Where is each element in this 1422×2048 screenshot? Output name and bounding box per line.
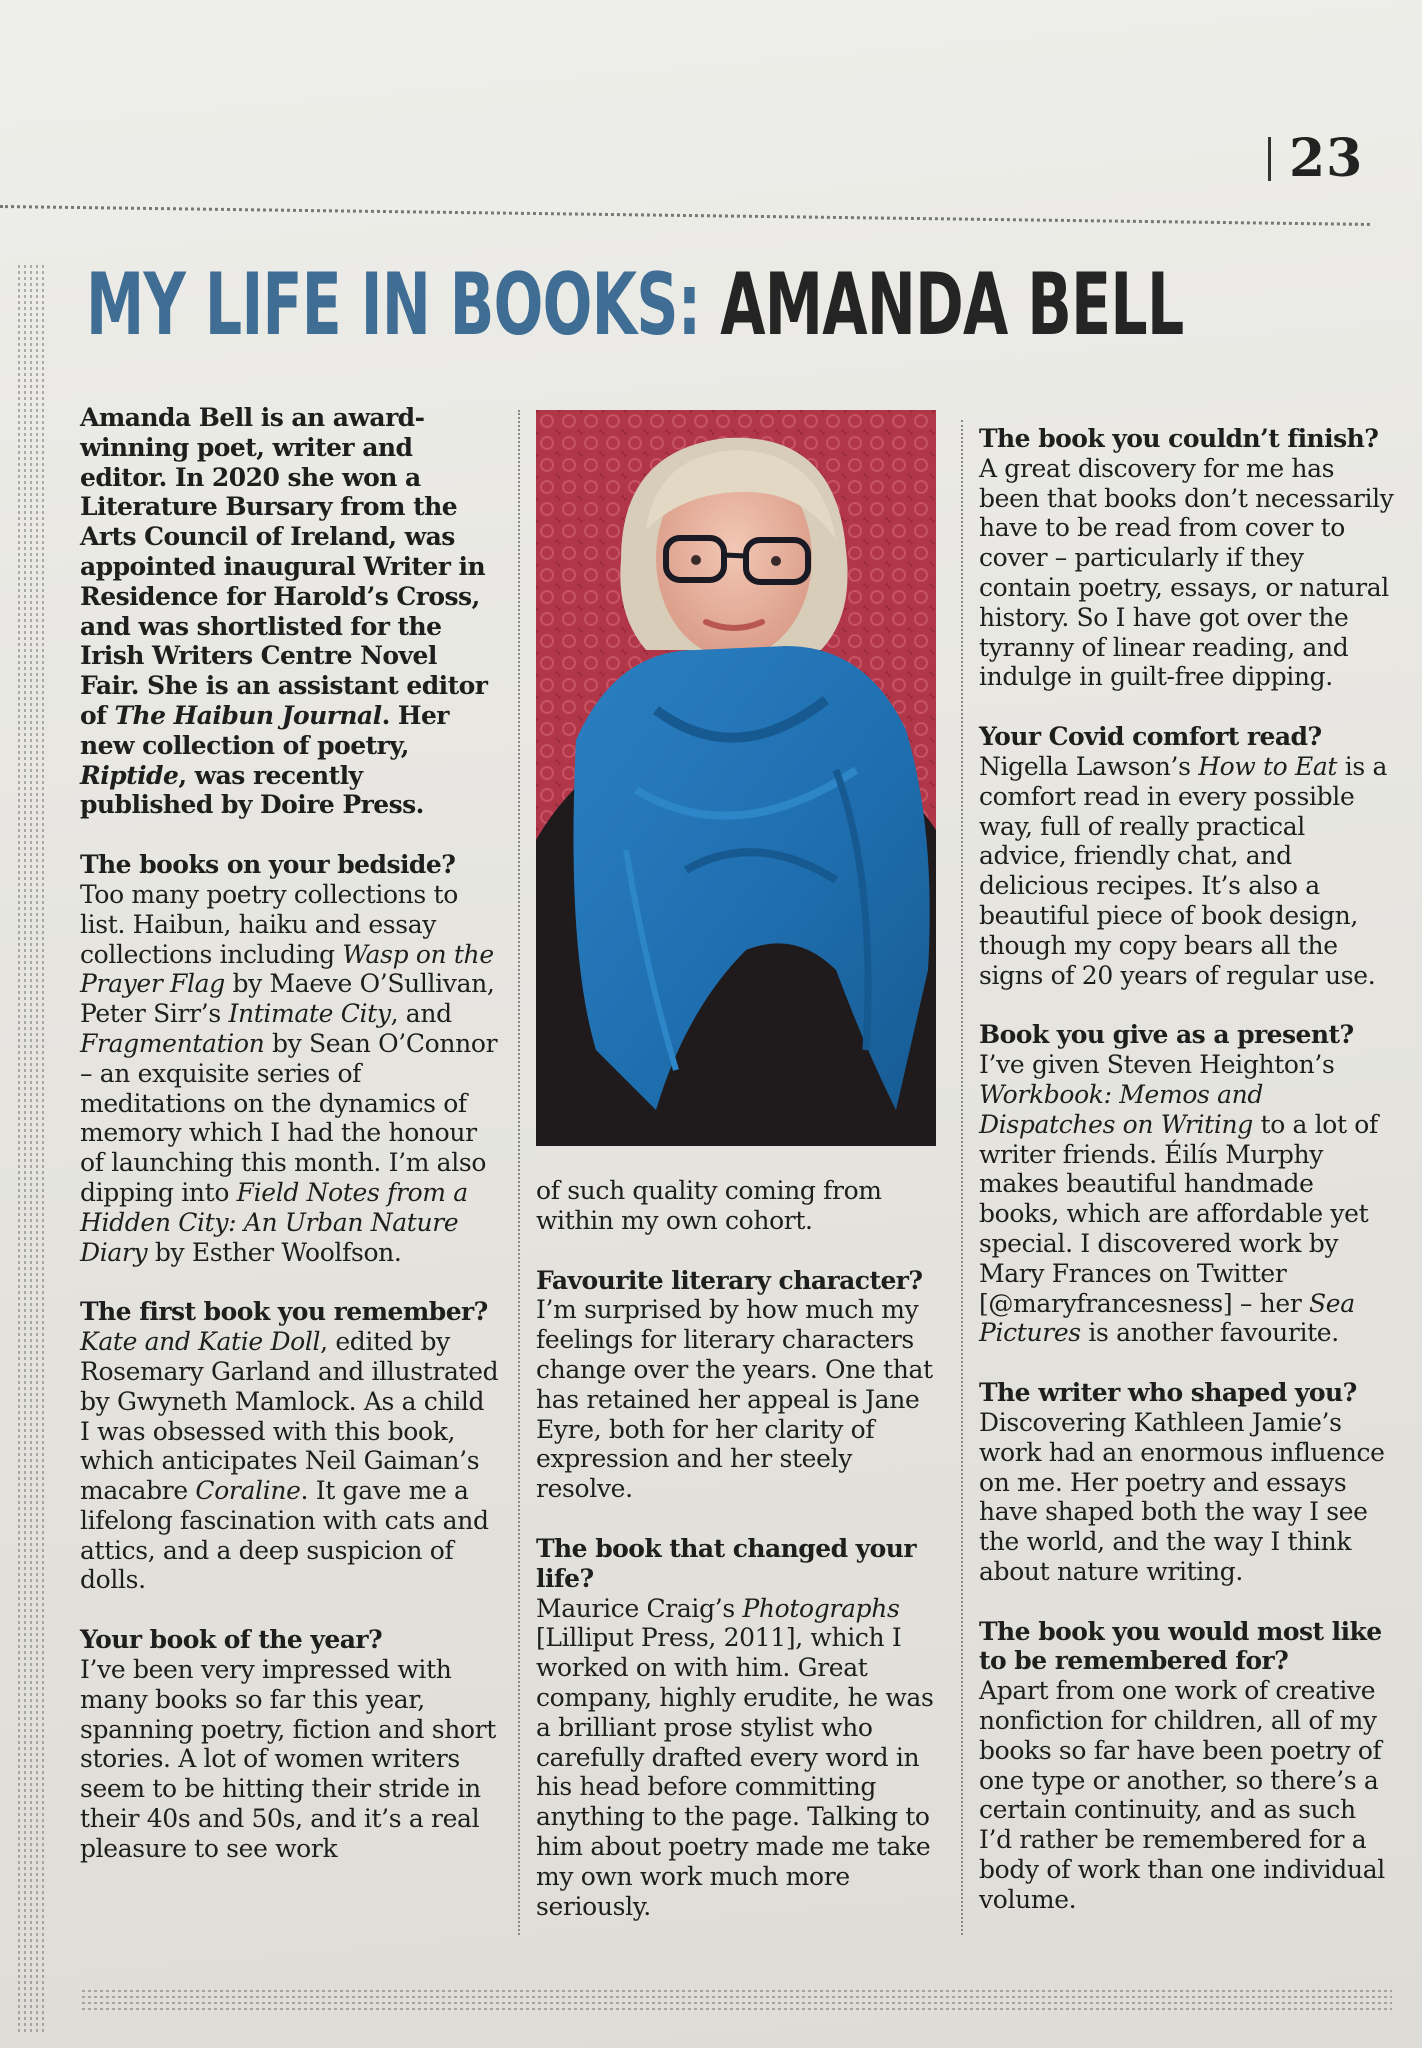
author-bio: Amanda Bell is an award-winning poet, writer and editor. In 2020 she won a Literature Bursary from the Arts Council of Ireland, was appointed inaugural Writer in Residence for Harold’s Cross, and was shortlisted for the Irish Writers Centre Novel Fair. She is an assistant editor of The Haibun Journal. Her new collection of poetry, Riptide, was recently published by Doire Press. [80,403,488,820]
column-1 [80,403,500,1894]
section-covid-read [979,722,1394,990]
question-shaped-you: The writer who shaped you? [979,1378,1357,1408]
left-dotted-margin [18,262,48,2032]
section-shaped-you [979,1378,1394,1587]
page-number-divider [1268,137,1271,181]
question-couldnt-finish: The book you couldn’t finish? [979,424,1379,453]
answer-present: I’ve given Steven Heighton’s Workbook: Memos and Dispatches on Writing to a lot of writer friends. Éilís Murphy makes beautiful handmade books, which are affordable yet special. I discovered work by Mary Frances on Twitter [@maryfrancesness] – her Sea Pictures is another favourite. [979,1050,1378,1348]
author-photo [536,410,936,1146]
top-dotted-rule [0,205,1370,226]
column-2 [536,1176,936,1951]
question-book-of-year: Your book of the year? [80,1625,383,1655]
question-literary-character: Favourite literary character? [536,1265,923,1295]
column-divider-1 [518,410,520,1935]
answer-shaped-you: Discovering Kathleen Jamie’s work had an enormous influence on me. Her poetry and essays have shaped both the way I see the world, and the way I think about nature writing. [979,1407,1385,1586]
question-remembered-for: The book you would most like to be remembered for? [979,1616,1382,1676]
section-bedside [80,850,500,1267]
question-present: Book you give as a present? [979,1020,1354,1050]
section-book-of-year [80,1625,500,1863]
column-divider-2 [961,420,963,1935]
portrait-photo-icon [536,410,936,1146]
question-first-book: The first book you remember? [80,1297,488,1327]
page-number-block [1268,128,1363,189]
section-couldnt-finish [979,424,1394,692]
answer-covid-read: Nigella Lawson’s How to Eat is a comfort read in every possible way, full of really practical advice, friendly chat, and delicious recipes. It’s also a beautiful piece of book design, though my copy bears all the signs of 20 years of regular use. [979,751,1388,990]
answer-changed-life: Maurice Craig’s Photographs [Lilliput Press, 2011], which I worked on with him. Great company, highly erudite, he was a brilliant prose stylist who carefully drafted every word in his head before committing anything to the page. Talking to him about poetry made me take my own work much more seriously. [536,1593,934,1921]
bottom-dotted-rule [82,1986,1392,2010]
column-3 [979,424,1394,1945]
section-remembered-for [979,1617,1394,1915]
section-literary-character [536,1266,936,1504]
answer-first-book: Kate and Katie Doll, edited by Rosemary Garland and illustrated by Gwyneth Mamlock. As a child I was obsessed with this book, which anticipates Neil Gaiman’s macabre Coraline. It gave me a lifelong fascination with cats and attics, and a deep suspicion of dolls. [80,1327,499,1595]
question-covid-read: Your Covid comfort read? [979,722,1322,752]
answer-bedside: Too many poetry collections to list. Haibun, haiku and essay collections including Wasp on the Prayer Flag by Maeve O’Sullivan, Peter Sirr’s Intimate City, and Fragmentation by Sean O’Connor – an exquisite series of meditations on the dynamics of memory which I had the honour of launching this month. I’m also dipping into Field Notes from a Hidden City: An Urban Nature Diary by Esther Woolfson. [80,879,498,1267]
answer-remembered-for: Apart from one work of creative nonfiction for children, all of my books so far have been poetry of one type or another, so there’s a certain continuity, and as such I’d rather be remembered for a body of work than one individual volume. [979,1676,1385,1914]
answer-book-of-year: I’ve been very impressed with many books so far this year, spanning poetry, fiction and short stories. A lot of women writers seem to be hitting their stride in their 40s and 50s, and it’s a real pleasure to see work [80,1655,496,1863]
answer-literary-character: I’m surprised by how much my feelings for literary characters change over the years. One that has retained her appeal is Jane Eyre, both for her clarity of expression and her steely resolve. [536,1295,933,1504]
section-changed-life [536,1534,936,1921]
headline-prefix: MY LIFE IN BOOKS: [86,255,701,355]
page-title [86,255,1184,355]
question-bedside: The books on your bedside? [80,850,456,880]
section-present [979,1020,1394,1348]
question-changed-life: The book that changed your life? [536,1533,917,1593]
headline-name: AMANDA BELL [720,255,1184,355]
answer-book-of-year-continued: of such quality coming from within my own cohort. [536,1176,882,1235]
section-first-book [80,1297,500,1595]
page-number: 23 [1289,128,1364,189]
answer-couldnt-finish: A great discovery for me has been that books don’t necessarily have to be read from cover to cover – particularly if they contain poetry, essays, or natural history. So I have got over the tyranny of linear reading, and indulge in guilt-free dipping. [979,453,1394,692]
